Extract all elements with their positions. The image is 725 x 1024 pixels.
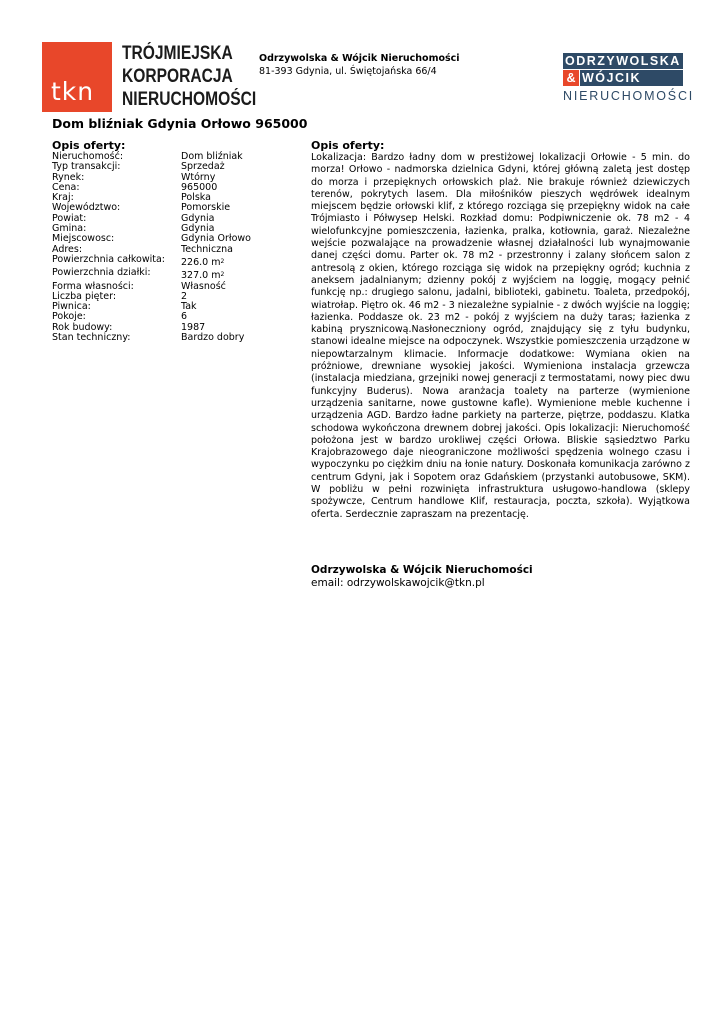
detail-row-area-plot — [52, 268, 302, 281]
tkn-logo-mark-text: tkn — [51, 77, 95, 106]
detail-row — [52, 333, 302, 343]
description-text: Lokalizacja: Bardzo ładny dom w prestiżowej lokalizacji Orłowie - 5 min. do morza! Orłowo - nadmorska dzielnica Gdyni, której główną zaletą jest dostęp do morza i przepięknych orłowskich plaż. Nie brakuje również dziewiczych terenów, pokrytych lasem. Dla miłośników pieszych wędrówek idealnym miejscem będzie orłowski klif, z którego rozciąga się przepiękny widok na całe Trójmiasto i Półwysep Helski. Rozkład domu: Podpiwniczenie ok. 78 m2 - 4 wielofunkcyjne pomieszczenia, łazienka, pralka, kotłownia, garaż. Niezależne wejście pozwalające na prowadzenie własnej działalności lub wynajmowanie danej części domu. Parter ok. 78 m2 - przestronny i zalany słońcem salon z antresolą z okien, którego rozciąga się widok na przepiękny ogród; kuchnia z aneksem jadalnianym; dzienny pokój z wyjściem na loggię, mogący pełnić funkcję np.: drugiego salonu, jadalni, biblioteki, gabinetu. Toaleta, przedpokój, wiatrołap. Piętro ok. 46 m2 - 3 niezależne sypialnie - z dwóch wyjście na loggię; łazienka. Poddasze ok. 23 m2 - pokój z wyjściem na duży taras; łazienka z kabiną prysznicową.Nasłoneczniony ogród, znajdujący się z tyłu budynku, stanowi idealne miejsce na odpoczynek. Wszystkie pomieszczenia urządzone w niepowtarzalnym klimacie. Informacje dodatkowe: Wymiana okien na próżniowe, drewniane wysokiej jakości. Wymieniona instalacja grzewcza (instalacja miedziana, grzejniki nowej generacji z termostatami, nowy piec dwu funkcyjny Buderus). Nowa aranżacja toalety na parterze (wymienione urządzenia sanitarne, nowe gustowne kafle). Wymienione meble kuchenne i urządzenia AGD. Bardzo ładne parkiety na parterze, piętrze, poddaszu. Klatka schodowa wykończona drewnem dobrej jakości. Opis lokalizacji: Nieruchomość położona jest w bardzo urokliwej części Orłowa. Bliskie sąsiedztwo Parku Krajobrazowego daje nieograniczone możliwości spędzenia wolnego czasu i wypoczynku po ciężkim dniu na łonie natury. Doskonała komunikacja zarówno z centrum Gdyni, jak i Sopotem oraz Gdańskiem (przystanki autobusowe, SKM). W pobliżu w pełni rozwinięta infrastruktura usługowo-handlowa (sklepy spożywcze, Centrum handlowe Klif, restauracja, poczta, szkoła). Wyjątkowa oferta. Serdecznie zapraszam na prezentację. — [311, 152, 690, 520]
detail-row-area-total — [52, 255, 302, 268]
detail-label: Adres: — [52, 243, 83, 255]
detail-value: 1987 — [181, 321, 206, 333]
detail-label: Stan techniczny: — [52, 332, 131, 344]
area-total-value: 226.0 m — [181, 256, 221, 268]
detail-label: Pokoje: — [52, 311, 86, 323]
detail-value: Dom bliźniak — [181, 151, 243, 162]
page-title: Dom bliźniak Gdynia Orłowo 965000 — [52, 116, 308, 131]
ow-logo-row2 — [563, 70, 683, 86]
detail-label: Kraj: — [52, 192, 74, 204]
agency-name: Odrzywolska & Wójcik Nieruchomości — [259, 53, 460, 64]
detail-value: Sprzedaż — [181, 161, 225, 173]
tkn-logo-line: KORPORACJA — [122, 66, 233, 87]
detail-value: Gdynia Orłowo — [181, 233, 251, 245]
detail-label: Powierzchnia działki: — [52, 267, 151, 279]
tkn-logo-line: NIERUCHOMOŚCI — [122, 89, 257, 110]
detail-value: Wtórny — [181, 171, 216, 183]
ow-logo-amp: & — [563, 70, 579, 86]
tkn-logo — [42, 42, 257, 114]
detail-value: Bardzo dobry — [181, 332, 245, 344]
detail-value: Własność — [181, 280, 226, 292]
detail-row — [52, 234, 302, 244]
detail-label: Forma własności: — [52, 280, 134, 292]
detail-value: 2 — [181, 290, 188, 302]
detail-label: Piwnica: — [52, 301, 91, 313]
detail-label: Gmina: — [52, 223, 87, 235]
offer-description — [311, 139, 690, 521]
description-heading: Opis oferty: — [311, 139, 385, 152]
agency-address: 81-393 Gdynia, ul. Świętojańska 66/4 — [259, 66, 437, 77]
detail-label: Miejscowosc: — [52, 233, 115, 245]
ow-logo — [563, 53, 695, 105]
detail-row — [52, 162, 302, 172]
detail-row — [52, 203, 302, 213]
detail-value: Polska — [181, 192, 211, 204]
detail-row — [52, 214, 302, 224]
detail-label: Typ transakcji: — [52, 161, 121, 173]
detail-value: 965000 — [181, 181, 218, 193]
detail-label: Rok budowy: — [52, 321, 113, 333]
area-plot-value: 327.0 m — [181, 270, 221, 282]
detail-value — [181, 268, 302, 281]
detail-value — [181, 255, 302, 268]
detail-label: Województwo: — [52, 202, 121, 214]
detail-value: Gdynia — [181, 223, 215, 235]
detail-value: Techniczna — [181, 243, 233, 255]
detail-value: 6 — [181, 311, 188, 323]
ow-logo-line3: NIERUCHOMOŚCI — [563, 89, 695, 103]
footer-agency-name: Odrzywolska & Wójcik Nieruchomości — [311, 564, 533, 576]
detail-value: Pomorskie — [181, 202, 231, 214]
detail-row — [52, 183, 302, 193]
detail-label: Powiat: — [52, 212, 87, 224]
tkn-logo-mark — [42, 42, 112, 112]
details-heading: Opis oferty: — [52, 139, 126, 152]
detail-value: Gdynia — [181, 212, 215, 224]
area-unit-sup: 2 — [220, 271, 225, 279]
property-details — [52, 139, 302, 343]
detail-row — [52, 302, 302, 312]
detail-label: Powierzchnia całkowita: — [52, 253, 165, 265]
detail-label: Nieruchomość: — [52, 151, 124, 162]
tkn-logo-wordmark — [122, 42, 257, 111]
agency-header — [259, 52, 460, 78]
detail-label: Liczba pięter: — [52, 290, 117, 302]
detail-row — [52, 173, 302, 183]
tkn-logo-line: TRÓJMIEJSKA — [122, 43, 233, 64]
detail-label: Cena: — [52, 181, 80, 193]
detail-value: Tak — [181, 301, 197, 313]
contact-footer — [311, 564, 533, 590]
ow-logo-line2: WÓJCIK — [580, 70, 683, 86]
area-unit-sup: 2 — [220, 257, 225, 265]
ow-logo-line1: ODRZYWOLSKA — [563, 53, 683, 69]
detail-label: Rynek: — [52, 171, 85, 183]
footer-email: email: odrzywolskawojcik@tkn.pl — [311, 577, 485, 589]
